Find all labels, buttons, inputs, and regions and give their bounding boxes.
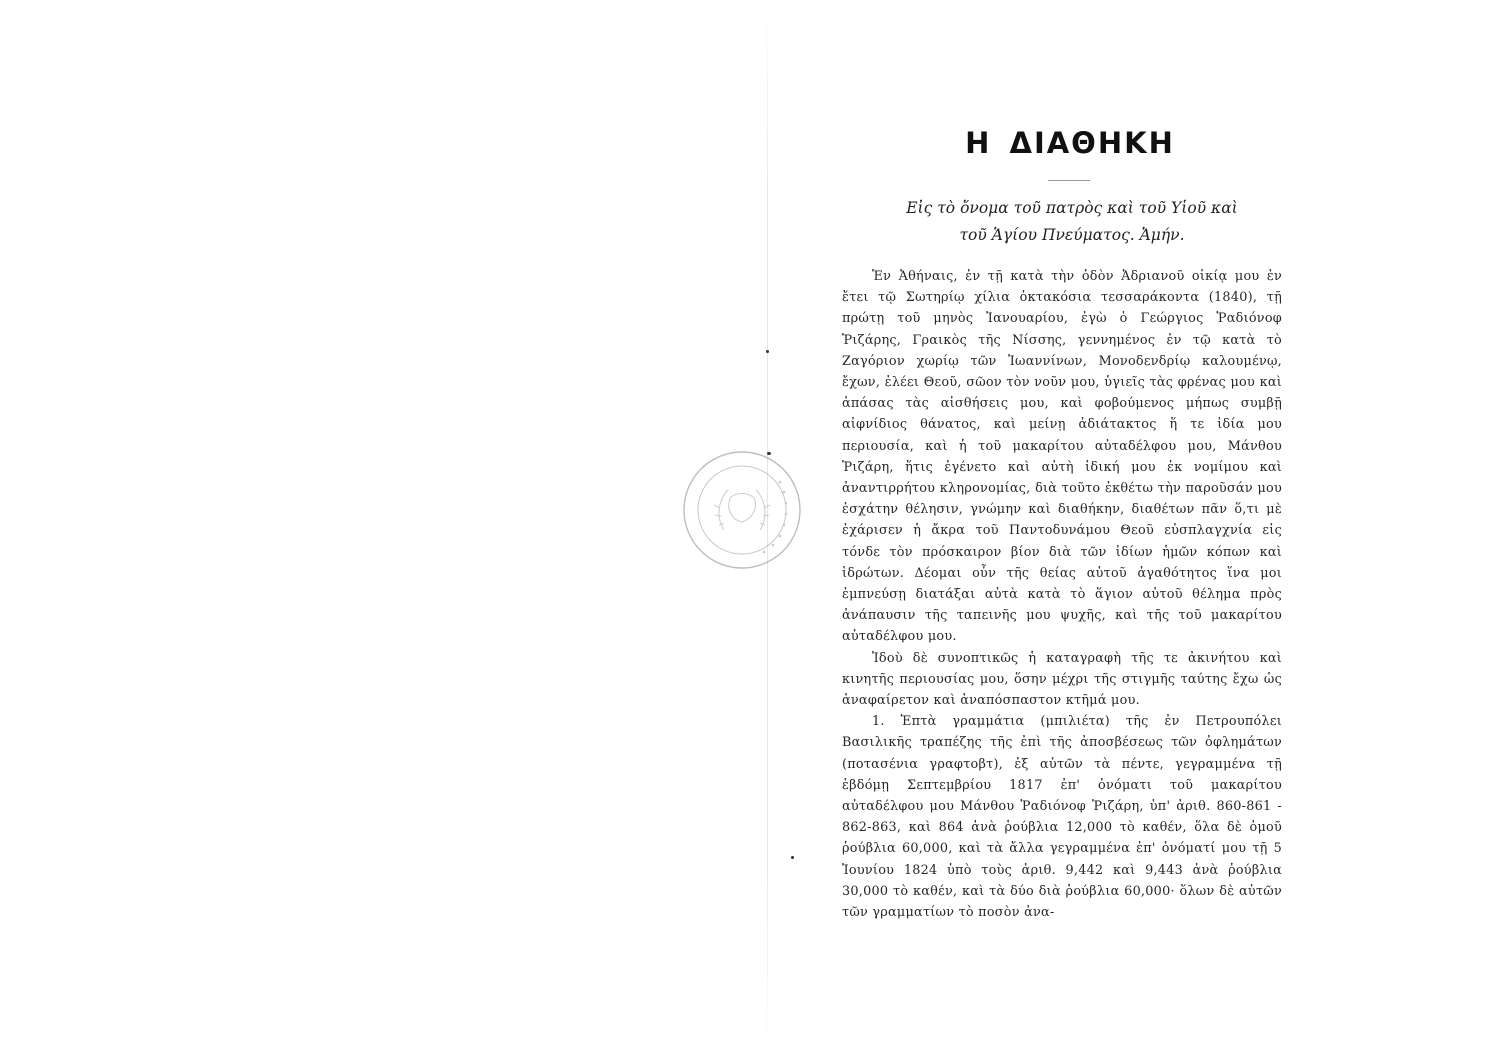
document-body xyxy=(842,266,1282,921)
document-title: Η ΔΙΑΘΗΚΗ xyxy=(965,126,1175,160)
paragraph-opening: Ἐν Ἀθήναις, ἐν τῇ κατὰ τὴν ὁδὸν Ἀδριανοῦ οἰκίᾳ μου ἐν ἔτει τῷ Σωτηρίῳ χίλια ὀκτακόσια τεσσαράκοντα (1840), τῇ πρώτῃ τοῦ μηνὸς Ἰανουαρίου, ἐγὼ ὁ Γεώργιος Ῥαδιόνοφ Ῥιζάρης, Γραικὸς τῆς Νίσσης, γεννημένος ἐν τῷ κατὰ τὸ Ζαγόριον χωρίῳ τῶν Ἰωαννίνων, Μονοδενδρίῳ καλουμένῳ, ἔχων, ἐλέει Θεοῦ, σῶον τὸν νοῦν μου, ὑγιεῖς τὰς φρένας μου καὶ ἁπάσας τὰς αἰσθήσεις μου, καὶ φοβούμενος μήπως συμβῇ αἰφνίδιος θάνατος, καὶ μείνῃ ἀδιάτακτος ἥ τε ἰδία μου περιουσία, καὶ ἡ τοῦ μακαρίτου αὐταδέλφου μου, Μάνθου Ῥιζάρη, ἥτις ἐγένετο καὶ αὐτὴ ἰδική μου ἐκ νομίμου καὶ ἀναντιρρήτου κληρονομίας, διὰ τοῦτο ἐκθέτω τὴν παροῦσάν μου ἐσχάτην θέλησιν, γνώμην καὶ διαθήκην, διαθέτων πᾶν ὅ,τι μὲ ἐχάρισεν ἡ ἄκρα τοῦ Παντοδυνάμου Θεοῦ εὐσπλαγχνία εἰς τόνδε τὸν πρόσκαιρον βίον διὰ τῶν ἰδίων ἡμῶν κόπων καὶ ἱδρώτων. Δέομαι οὖν τῆς θείας αὐτοῦ ἀγαθότητος ἵνα μοι ἐμπνεύσῃ διατάξαι αὐτὰ κατὰ τὸ ἅγιον αὐτοῦ θέλημα πρὸς ἀνάπαυσιν τῆς ταπεινῆς μου ψυχῆς, καὶ τῆς τοῦ μακαρίτου αὐταδέλφου μου. xyxy=(842,269,1282,645)
title-divider xyxy=(1048,180,1090,181)
scan-speck xyxy=(766,350,769,353)
scan-speck xyxy=(791,856,794,859)
university-seal-watermark xyxy=(680,448,804,572)
invocation-line-1: Εἰς τὸ ὄνομα τοῦ πατρὸς καὶ τοῦ Υἱοῦ καὶ xyxy=(906,199,1238,217)
invocation-line-2: τοῦ Ἁγίου Πνεύματος. Ἀμήν. xyxy=(959,226,1185,244)
paragraph-inventory-intro: Ἰδοὺ δὲ συνοπτικῶς ἡ καταγραφὴ τῆς τε ἀκινήτου καὶ κινητῆς περιουσίας μου, ὅσην μέχρι τῆς στιγμῆς ταύτης ἔχω ὡς ἀναφαίρετον καὶ ἀναπόσπαστον κτῆμά μου. xyxy=(842,650,1282,709)
paragraph-item-1: 1. Ἑπτὰ γραμμάτια (μπιλιέτα) τῆς ἐν Πετρουπόλει Βασιλικῆς τραπέζης τῆς ἐπὶ τῆς ἀποσβέσεως τῶν ὀφλημάτων (ποτασένια γραφτοβτ), ἐξ αὐτῶν τὰ πέντε, γεγραμμένα τῇ ἑβδόμῃ Σεπτεμβρίου 1817 ἐπ' ὀνόματι τοῦ μακαρίτου αὐταδέλφου μου Μάνθου Ῥαδιόνοφ Ῥιζάρη, ὑπ' ἀριθ. 860-861 - 862-863, καὶ 864 ἀνὰ ῥούβλια 12,000 τὸ καθέν, ὅλα δὲ ὁμοῦ ῥούβλια 60,000, καὶ τὰ ἄλλα γεγραμμένα ἐπ' ὀνόματί μου τῇ 5 Ἰουνίου 1824 ὑπὸ τοὺς ἀριθ. 9,442 καὶ 9,443 ἀνὰ ῥούβλια 30,000 τὸ καθέν, καὶ τὰ δύο διὰ ῥούβλια 60,000· ὅλων δὲ αὐτῶν τῶν γραμματίων τὸ ποσὸν ἀνα- xyxy=(842,714,1282,921)
